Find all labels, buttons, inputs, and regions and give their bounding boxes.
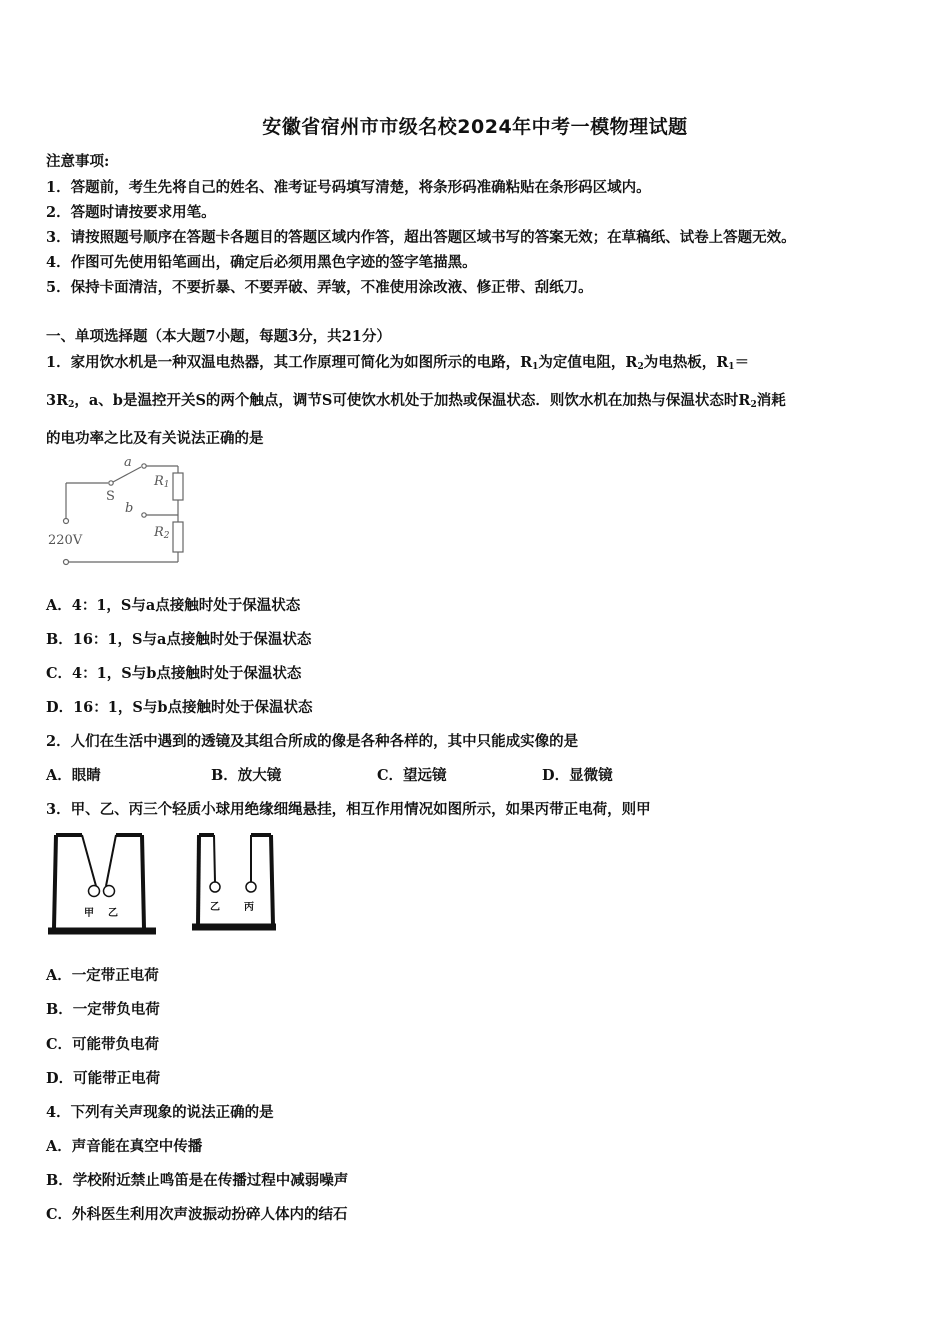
q3-option-a: A．一定带正电荷	[46, 967, 159, 984]
label-jia: 甲	[84, 908, 94, 919]
q1-option-c: C．4：1，S与b点接触时处于保温状态	[46, 665, 302, 682]
q4-option-c: C．外科医生利用次声波振动扮碎人体内的结石	[46, 1206, 348, 1223]
section-heading: 一、单项选择题（本大题7小题，每题3分，共21分）	[46, 328, 391, 345]
q4-option-a: A．声音能在真空中传播	[46, 1138, 203, 1155]
terminal-top	[64, 519, 69, 524]
q1-stem-line2: $3R_2$，a、b是温控开关S的两个触点，调节S可使饮水机处于加热或保温状态．则饮水机在加热与保温状态时$R_2$消耗	[46, 392, 786, 410]
resistor-r2	[173, 522, 183, 552]
q1-option-a: A．4：1，S与a点接触时处于保温状态	[46, 597, 301, 614]
q1-option-d: D．16：1，S与b点接触时处于保温状态	[46, 699, 313, 716]
page-title: 安徽省宿州市市级名校2024年中考一模物理试题	[262, 116, 688, 138]
q4-option-b: B．学校附近禁止鸣笛是在传播过程中减弱噪声	[46, 1172, 349, 1189]
q2-option-c: C．望远镜	[377, 767, 447, 784]
label-yi-left: 乙	[108, 908, 118, 919]
q3-option-b: B．一定带负电荷	[46, 1001, 160, 1018]
q3-option-c: C．可能带负电荷	[46, 1036, 160, 1053]
notice-item-5: 5．保持卡面清洁，不要折暴、不要弄破、弄皱，不准使用涂改液、修正带、刮纸刀。	[46, 279, 593, 296]
notice-item-4: 4．作图可先使用铅笔画出，确定后必须用黑色字迹的签字笔描黑。	[46, 254, 477, 271]
switch-pivot	[109, 481, 113, 485]
q4-stem: 4．下列有关声现象的说法正确的是	[46, 1104, 274, 1121]
contact-a	[142, 464, 146, 468]
q1-option-b: B．16：1，S与a点接触时处于保温状态	[46, 631, 312, 648]
q3-pendulum-diagram	[46, 830, 281, 940]
q2-stem: 2．人们在生活中遇到的透镜及其组合所成的像是各种各样的，其中只能成实像的是	[46, 733, 579, 750]
resistor-r1	[173, 473, 183, 500]
label-b: b	[125, 501, 134, 516]
q3-option-d: D．可能带正电荷	[46, 1070, 161, 1087]
terminal-bottom	[64, 560, 69, 565]
left-stand	[48, 835, 156, 931]
label-r1: $R_1$	[154, 474, 170, 490]
contact-b	[142, 513, 146, 517]
label-bing: 丙	[244, 902, 254, 913]
label-s: S	[106, 489, 115, 504]
label-r2: $R_2$	[154, 525, 170, 541]
q1-stem-line3: 的电功率之比及有关说法正确的是	[46, 430, 264, 447]
q2-option-d: D．显微镜	[542, 767, 613, 784]
q2-options	[46, 764, 613, 785]
notice-item-3: 3．请按照题号顺序在答题卡各题目的答题区域内作答，超出答题区域书写的答案无效；在草稿纸、试卷上答题无效。	[46, 229, 796, 246]
label-voltage: 220V	[48, 533, 83, 548]
q1-circuit-diagram	[44, 455, 204, 570]
q2-option-b: B．放大镜	[211, 767, 282, 784]
label-a: a	[124, 455, 132, 470]
notice-heading: 注意事项:	[46, 153, 110, 170]
label-yi-right: 乙	[210, 902, 220, 913]
q1-stem-line1: 1．家用饮水机是一种双温电热器，其工作原理可简化为如图所示的电路，$R_1$为定值电阻，$R_2$为电热板，$R_1=$	[46, 354, 750, 372]
q2-option-a: A．眼睛	[46, 767, 101, 784]
right-stand	[192, 835, 276, 927]
notice-item-2: 2．答题时请按要求用笔。	[46, 204, 216, 221]
q3-stem: 3．甲、乙、丙三个轻质小球用绝缘细绳悬挂，相互作用情况如图所示，如果丙带正电荷，则甲	[46, 801, 651, 818]
notice-item-1: 1．答题前，考生先将自己的姓名、准考证号码填写清楚，将条形码准确粘贴在条形码区域内。	[46, 179, 651, 196]
